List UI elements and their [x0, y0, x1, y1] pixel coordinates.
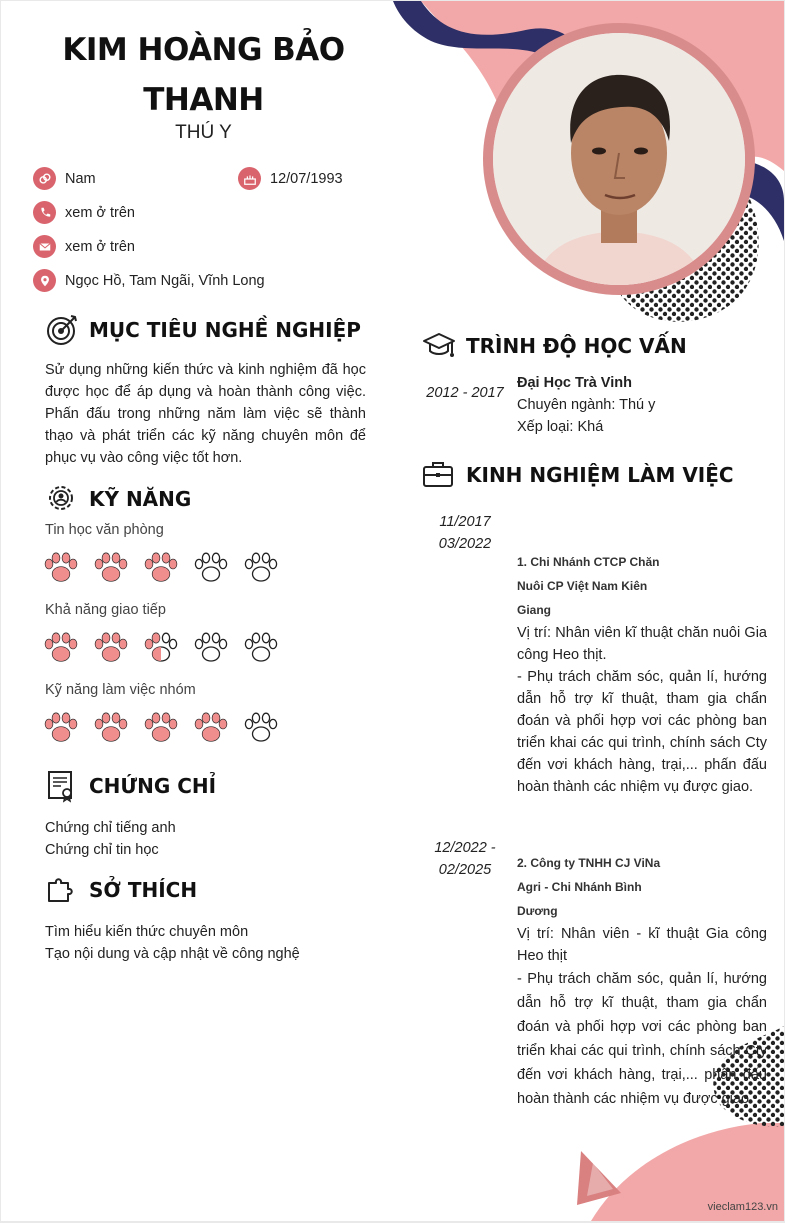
certificate-icon: [45, 769, 79, 803]
paw-rating-icon: [93, 710, 129, 744]
job-duties: - Phụ trách chăm sóc, quản lí, hướng dẫn hỗ trợ kĩ thuật, tham gia chẩn đoán và phối hợp vơi các phòng ban triển khai các qui trình, chính sách Cty đến vơi khách hàng, trại,... phấn đấu hoàn thành các nhiệm vụ được giao.: [517, 669, 767, 795]
job-entry: [517, 550, 767, 798]
skill-rating: [43, 630, 279, 664]
skill-name: Tin học văn phòng: [45, 522, 164, 538]
job-company-line: Giang: [517, 603, 552, 617]
job-entry: [517, 851, 767, 1111]
certificate-item: Chứng chỉ tin học: [45, 842, 159, 858]
section-objective-title: MỤC TIÊU NGHỀ NGHIỆP: [45, 313, 361, 347]
education-school: Đại Học Trà Vinh: [517, 375, 632, 391]
info-gender: [33, 167, 96, 190]
full-name: KIM HOÀNG BẢO THANH: [62, 32, 345, 118]
education-period: 2012 - 2017: [426, 385, 504, 401]
job-position: Vị trí: Nhân viên kĩ thuật chăn nuôi Gia công Heo thịt.: [517, 625, 767, 663]
skill-name: Khả năng giao tiếp: [45, 602, 166, 618]
paw-rating-icon: [243, 630, 279, 664]
phone-icon: [33, 201, 56, 224]
paw-rating-icon: [43, 630, 79, 664]
paw-rating-icon: [143, 550, 179, 584]
paw-rating-icon: [193, 550, 229, 584]
info-email: [33, 235, 135, 258]
skill-rating: [43, 710, 279, 744]
hobby-item: Tìm hiểu kiến thức chuyên môn: [45, 924, 249, 940]
address-value: Ngọc Hồ, Tam Ngãi, Vĩnh Long: [65, 272, 265, 289]
site-credit: vieclam123.vn: [707, 1201, 778, 1213]
email-value: xem ở trên: [65, 238, 135, 255]
resume-page: [1, 1, 784, 1221]
briefcase-icon: [422, 458, 456, 492]
paw-rating-icon: [43, 710, 79, 744]
profile-photo: [493, 33, 745, 285]
phone-value: xem ở trên: [65, 204, 135, 221]
gender-value: Nam: [65, 170, 96, 187]
graduation-cap-icon: [422, 329, 456, 363]
job-end-date: 03/2022: [438, 536, 492, 552]
job-title: THÚ Y: [175, 122, 232, 143]
job-end-date: 02/2025: [438, 862, 492, 878]
info-phone: [33, 201, 135, 224]
section-education-title: TRÌNH ĐỘ HỌC VẤN: [422, 329, 687, 363]
info-birthday: [238, 167, 343, 190]
skill-rating: [43, 550, 279, 584]
section-skills-title: KỸ NĂNG: [45, 482, 191, 516]
skill-name: Kỹ năng làm việc nhóm: [45, 682, 196, 698]
location-pin-icon: [33, 269, 56, 292]
gender-icon: [33, 167, 56, 190]
paw-rating-icon: [243, 550, 279, 584]
job-company-line: 2. Công ty TNHH CJ ViNa: [517, 856, 661, 870]
puzzle-icon: [45, 873, 79, 907]
hobby-item: Tạo nội dung và cập nhật về công nghệ: [45, 946, 300, 962]
paw-rating-icon: [43, 550, 79, 584]
section-certificates-title: CHỨNG CHỈ: [45, 769, 216, 803]
education-grade: Xếp loại: Khá: [517, 419, 604, 435]
paw-rating-icon: [193, 630, 229, 664]
education-major: Chuyên ngành: Thú y: [517, 397, 656, 413]
job-start-date: 11/2017: [439, 514, 491, 530]
email-icon: [33, 235, 56, 258]
section-experience-title: KINH NGHIỆM LÀM VIỆC: [422, 458, 734, 492]
gear-person-icon: [45, 482, 79, 516]
target-icon: [45, 313, 79, 347]
job-position: Vị trí: Nhân viên - kĩ thuật Gia công Heo thịt: [517, 926, 767, 964]
paw-rating-icon: [93, 550, 129, 584]
paw-rating-icon: [143, 630, 179, 664]
certificate-item: Chứng chỉ tiếng anh: [45, 820, 176, 836]
job-duties: - Phụ trách chăm sóc, quản lí, hướng dẫn hỗ trợ kĩ thuật, tham gia chẩn đoán và phối hợp vơi các phòng ban triển khai các qui trình, chính sách Cty đến vơi khách hàng, trại,... phấn đấu hoàn thành các nhiệm vụ được giao.: [517, 971, 767, 1107]
job-start-date: 12/2022 -: [434, 840, 496, 856]
paw-rating-icon: [193, 710, 229, 744]
birthday-value: 12/07/1993: [270, 170, 343, 187]
paw-rating-icon: [143, 710, 179, 744]
job-company-line: 1. Chi Nhánh CTCP Chăn: [517, 555, 660, 569]
paw-rating-icon: [243, 710, 279, 744]
section-hobbies-title: SỞ THÍCH: [45, 873, 197, 907]
paw-rating-icon: [93, 630, 129, 664]
job-company-line: Agri - Chi Nhánh Bình: [517, 880, 642, 894]
birthday-cake-icon: [238, 167, 261, 190]
objective-text: Sử dụng những kiến thức và kinh nghiệm đã học được học để áp dụng và hoàn thành công việc. Phấn đấu trong những năm làm việc sẽ thành thạo và phát triển các kỹ năng chuyên môn để phục vụ vào công việc tốt hơn.: [45, 362, 366, 466]
info-address: [33, 269, 265, 292]
job-company-line: Dương: [517, 904, 558, 918]
job-company-line: Nuôi CP Việt Nam Kiên: [517, 579, 648, 593]
